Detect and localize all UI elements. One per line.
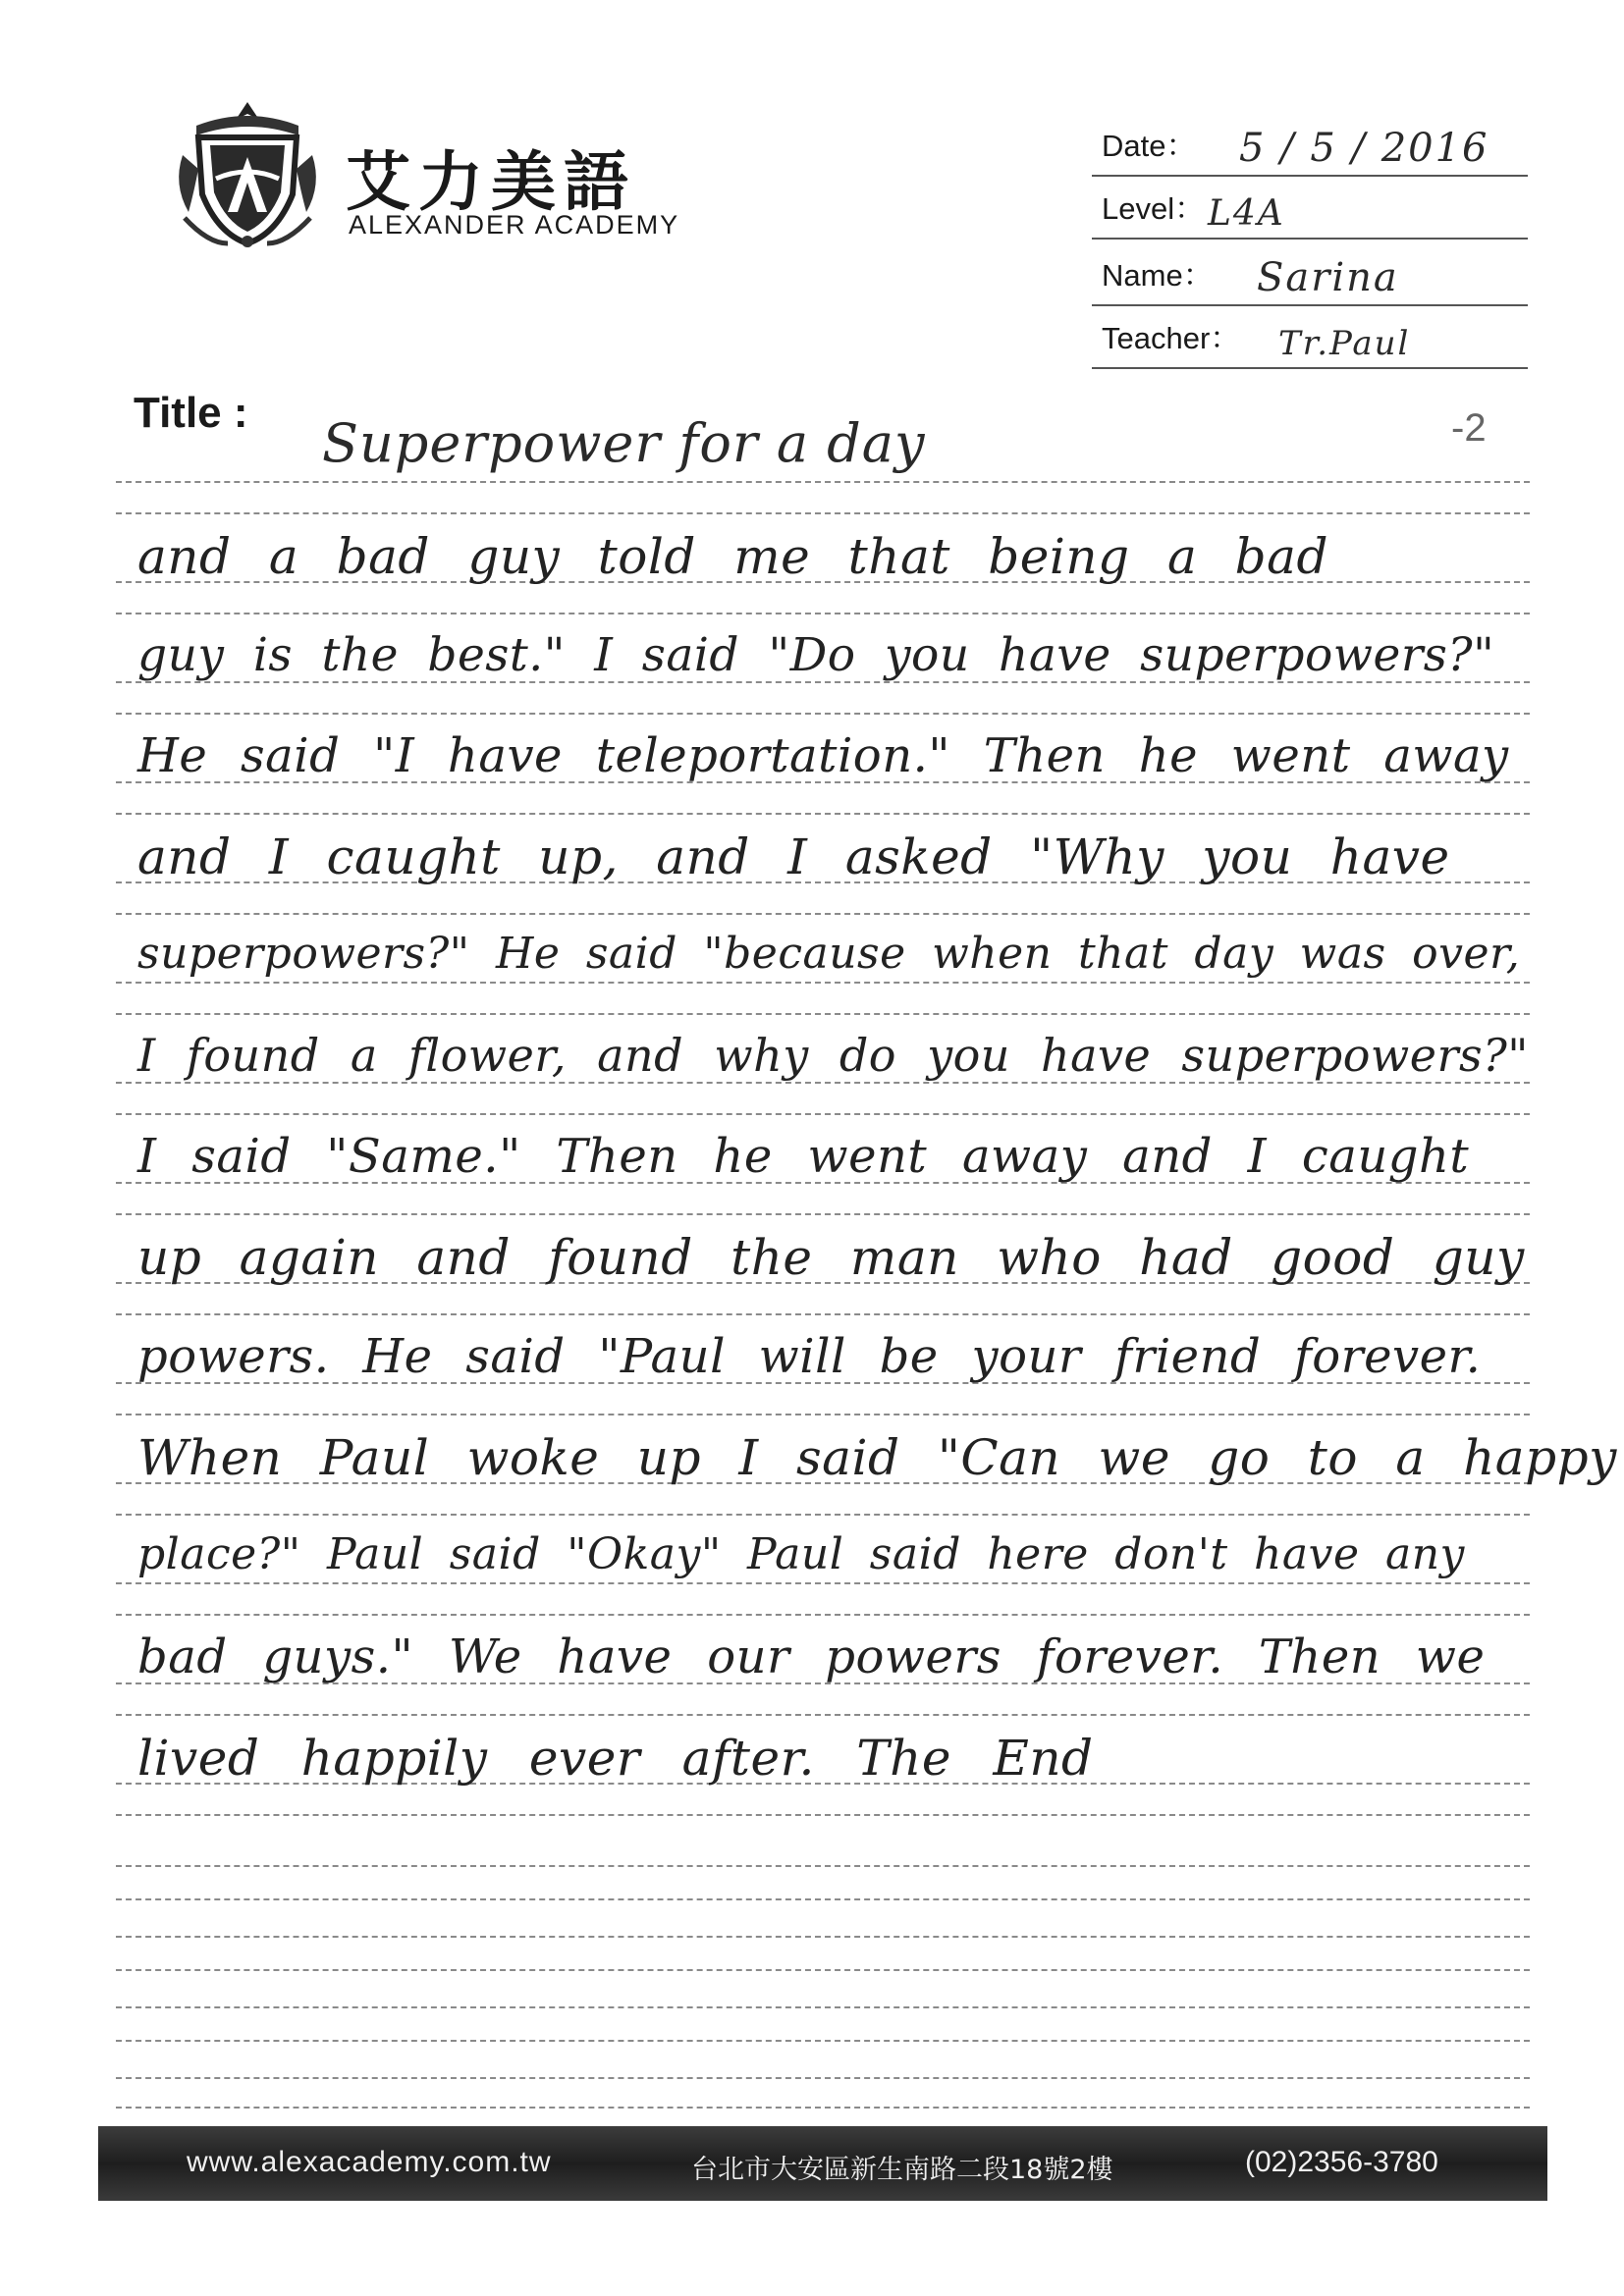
ruled-line xyxy=(116,1113,1530,1115)
level-value: L4A xyxy=(1208,193,1285,234)
name-value: Sarina xyxy=(1257,255,1399,300)
essay-line: When Paul woke up I said "Can we go to a happy xyxy=(137,1429,1617,1486)
date-value: 5 / 5 / 2016 xyxy=(1239,126,1489,171)
academy-crest-logo xyxy=(169,96,326,253)
essay-line: lived happily ever after. The End xyxy=(137,1730,1094,1787)
ruled-line xyxy=(116,1936,1530,1938)
ruled-line xyxy=(116,1969,1530,1971)
ruled-line xyxy=(116,481,1530,483)
ruled-line xyxy=(116,913,1530,915)
essay-line: He said "I have teleportation." Then he went away xyxy=(137,728,1509,783)
ruled-line xyxy=(116,1313,1530,1315)
ruled-line xyxy=(116,512,1530,514)
ruled-line xyxy=(116,613,1530,614)
ruled-line xyxy=(116,1714,1530,1716)
ruled-line xyxy=(116,2107,1530,2109)
ruled-line xyxy=(116,813,1530,815)
name-field xyxy=(1092,245,1528,306)
brand-chinese-name: 艾力美語 xyxy=(346,144,636,220)
footer-phone: (02)2356-3780 xyxy=(1245,2146,1438,2178)
level-label: Level： xyxy=(1102,191,1206,226)
ruled-line xyxy=(116,1013,1530,1015)
level-field xyxy=(1092,179,1528,240)
essay-line: I said "Same." Then he went away and I caught xyxy=(137,1129,1470,1184)
ruled-line xyxy=(116,1814,1530,1816)
ruled-line xyxy=(116,713,1530,715)
essay-line: guy is the best." I said "Do you have superpowers?" xyxy=(137,628,1495,682)
essay-line: superpowers?" He said "because when that day was over, xyxy=(137,929,1521,979)
essay-line: up again and found the man who had good guy xyxy=(137,1229,1525,1286)
page-number-mark: -2 xyxy=(1451,406,1487,450)
footer-website: www.alexacademy.com.tw xyxy=(187,2146,552,2178)
ruled-line xyxy=(116,2077,1530,2079)
teacher-field xyxy=(1092,308,1528,369)
teacher-label: Teacher： xyxy=(1102,321,1241,355)
footer-bar xyxy=(98,2126,1547,2201)
essay-line: and I caught up, and I asked "Why you have xyxy=(137,828,1450,885)
teacher-value: Tr.Paul xyxy=(1278,324,1411,363)
footer-address: 台北市大安區新生南路二段18號2樓 xyxy=(691,2155,1113,2185)
essay-line: powers. He said "Paul will be your friend forever. xyxy=(137,1329,1482,1384)
ruled-line xyxy=(116,1898,1530,1900)
essay-line: place?" Paul said "Okay" Paul said here don't have any xyxy=(137,1529,1465,1579)
essay-title: Superpower for a day xyxy=(322,412,926,474)
ruled-line xyxy=(116,2006,1530,2008)
essay-line: and a bad guy told me that being a bad xyxy=(137,528,1328,585)
ruled-line xyxy=(116,1865,1530,1867)
name-label: Name： xyxy=(1102,258,1214,293)
essay-line: I found a flower, and why do you have superpowers?" xyxy=(137,1029,1529,1082)
essay-line: bad guys." We have our powers forever. Then we xyxy=(137,1629,1486,1684)
ruled-line xyxy=(116,1514,1530,1516)
date-field xyxy=(1092,116,1528,177)
ruled-line xyxy=(116,1614,1530,1616)
ruled-line xyxy=(116,1414,1530,1415)
ruled-line xyxy=(116,2040,1530,2042)
title-label: Title : xyxy=(134,389,248,437)
date-label: Date： xyxy=(1102,129,1197,163)
ruled-line xyxy=(116,1213,1530,1215)
brand-english-name: ALEXANDER ACADEMY xyxy=(349,210,680,240)
